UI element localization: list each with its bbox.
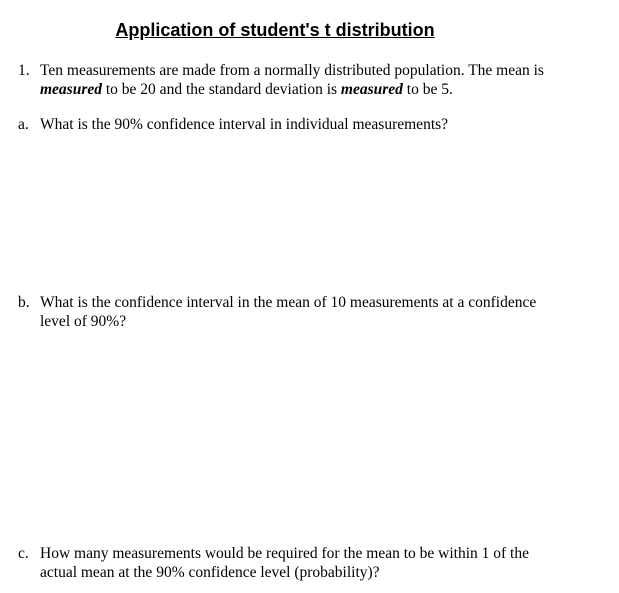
question-b-line-1: What is the confidence interval in the mean of 10 measurements at a confidence [40,294,537,311]
question-c-line-2: actual mean at the 90% confidence level (probability)? [40,564,380,581]
question-1-line-2-end: to be 5. [402,81,453,98]
question-c-label: c. [18,545,29,562]
question-1-line-2 [40,80,570,99]
question-1-number: 1. [18,62,30,79]
page-title: Application of student's t distribution [115,20,435,40]
question-a-line-1: What is the 90% confidence interval in individual measurements? [40,116,449,133]
question-b-line-2: level of 90%? [40,313,127,330]
question-1-line-1: Ten measurements are made from a normally distributed population. The mean is [40,62,544,79]
question-a-label: a. [18,116,29,133]
question-b-text [40,293,570,331]
question-a-text [40,115,570,134]
question-b-label: b. [18,294,30,311]
measured-emphasis: measured [40,81,102,98]
measured-emphasis: measured [340,81,403,98]
question-a [18,115,578,135]
question-c [18,544,578,584]
question-c-text [40,544,570,582]
question-c-line-1: How many measurements would be required for the mean to be within 1 of the [40,545,529,562]
question-b [18,293,578,333]
question-1 [18,61,578,101]
question-1-text [40,61,570,99]
question-1-line-2-middle: to be 20 and the standard deviation is [102,81,341,98]
